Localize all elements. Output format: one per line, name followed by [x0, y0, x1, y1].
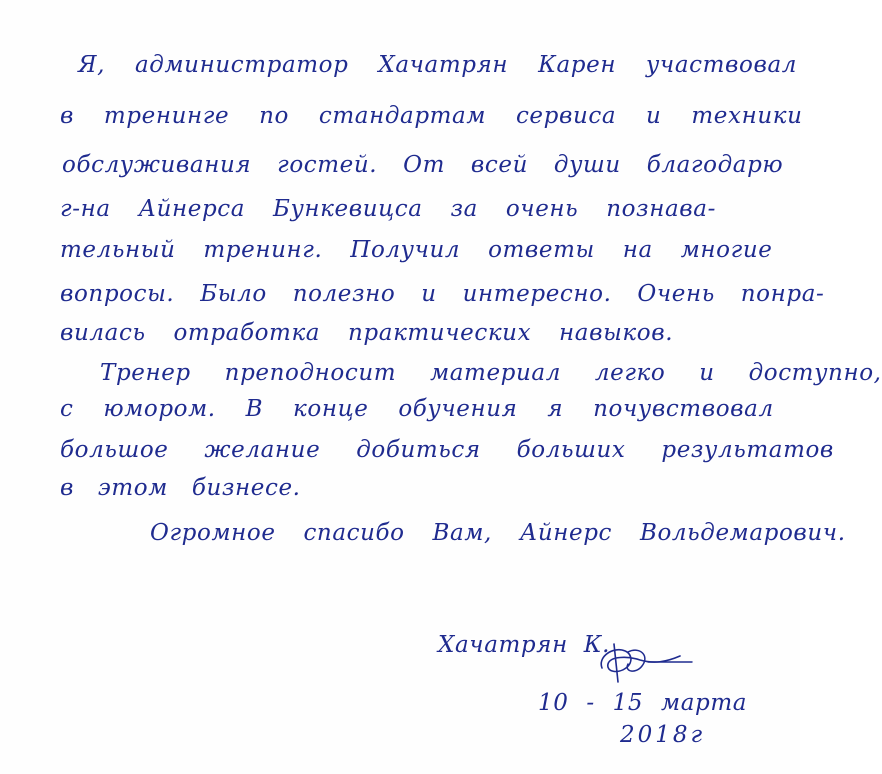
- letter-line-3: обслуживания гостей. От всей души благодарю: [62, 152, 784, 178]
- date-year: 2018г: [620, 722, 706, 748]
- letter-line-9: с юмором. В конце обучения я почувствовал: [60, 396, 774, 422]
- letter-line-4: г-на Айнерса Бункевицса за очень познава-: [60, 196, 716, 222]
- handwritten-signature: [588, 638, 698, 684]
- letter-line-7: вилась отработка практических навыков.: [60, 320, 674, 346]
- letter-line-11: в этом бизнесе.: [60, 475, 301, 501]
- letter-line-6: вопросы. Было полезно и интересно. Очень понра-: [60, 281, 825, 307]
- letter-line-10: большое желание добиться больших результатов: [60, 437, 834, 463]
- letter-line-8: Тренер преподносит материал легко и доступно,: [100, 360, 882, 386]
- letter-line-1: Я, администратор Хачатрян Карен участвовал: [78, 52, 798, 78]
- letter-line-5: тельный тренинг. Получил ответы на многие: [60, 237, 773, 263]
- letter-line-2: в тренинге по стандартам сервиса и техники: [60, 103, 803, 129]
- letter-line-12: Огромное спасибо Вам, Айнерс Вольдемарович.: [150, 520, 846, 546]
- date-range: 10 - 15 марта: [538, 690, 748, 716]
- signer-name: Хачатрян К.: [438, 632, 611, 658]
